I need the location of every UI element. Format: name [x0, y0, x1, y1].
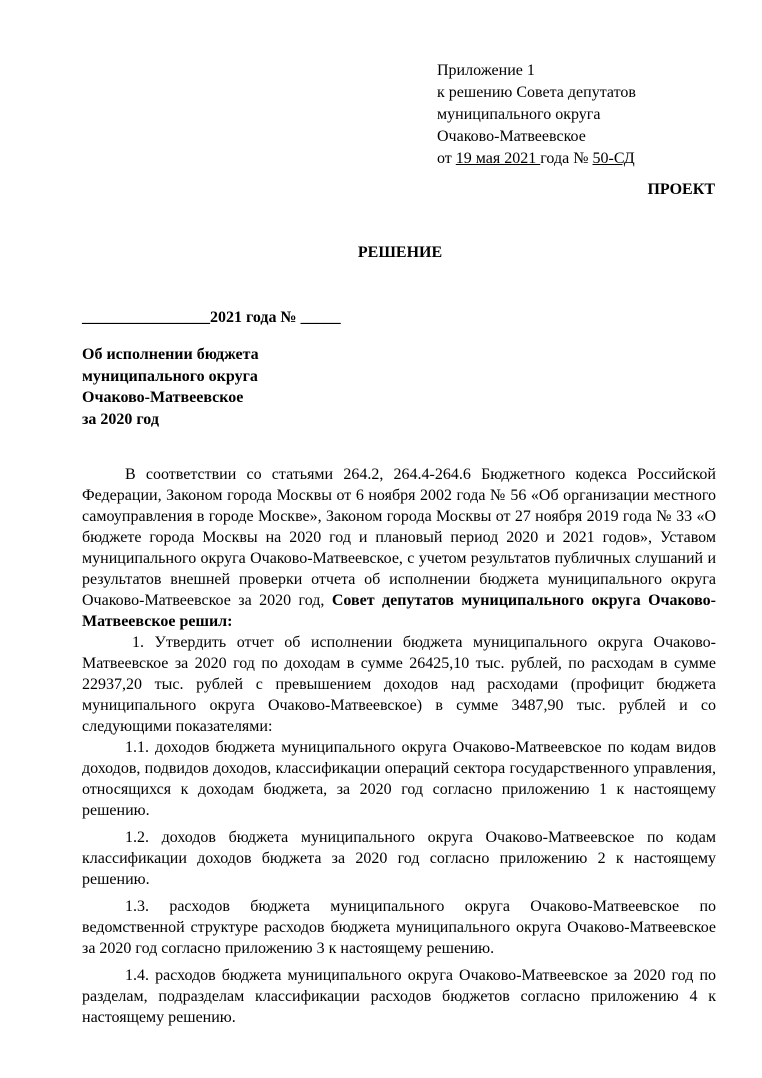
appendix-number: 50-СД — [592, 150, 635, 167]
item-1: 1. Утвердить отчет об исполнении бюджета муниципального округа Очаково-Матвеевское за 2020 год по доходам в сумме 26425,10 тыс. рублей, по расходам в сумме 22937,20 тыс. рублей с превышением доходов над расходами (профицит бюджета муниципального округа Очаково-Матвеевское) в сумме 3487,90 тыс. рублей и со следующими показателями: — [82, 634, 716, 735]
document-subject — [82, 344, 259, 430]
appendix-line: муниципального округа — [437, 106, 601, 123]
item-1-1: 1.1. доходов бюджета муниципального округа Очаково-Матвеевское по кодам видов доходов, подвидов доходов, классификации операций сектора государственного управления, относящихся к доходам бюджета, за 2020 год согласно приложению 1 к настоящему решению. — [82, 739, 716, 819]
appendix-line: Приложение 1 — [437, 62, 535, 79]
appendix-line: Очаково-Матвеевское — [437, 128, 586, 145]
status-label: ПРОЕКТ — [647, 181, 715, 198]
appendix-reference — [437, 60, 636, 170]
appendix-date: 19 мая 2021 — [455, 150, 541, 167]
intro-paragraph — [82, 464, 716, 632]
date-number-line: ________________2021 года № _____ — [82, 309, 341, 326]
appendix-date-mid: года № — [540, 150, 593, 167]
intro-resolution: Совет депутатов муниципального округа Очаково-Матвеевское решил: — [82, 592, 716, 630]
item-1-4: 1.4. расходов бюджета муниципального округа Очаково-Матвеевское за 2020 год по разделам, подразделам классификации расходов бюджетов согласно приложению 4 к настоящему решению. — [82, 967, 716, 1026]
subject-line: Об исполнении бюджета — [82, 346, 259, 363]
appendix-date-line — [437, 148, 636, 170]
item-1-3: 1.3. расходов бюджета муниципального округа Очаково-Матвеевское по ведомственной структуре расходов бюджета муниципального округа Очаково-Матвеевское за 2020 год согласно приложению 3 к настоящему решению. — [82, 898, 716, 957]
subject-line: за 2020 год — [82, 410, 159, 428]
subject-line: Очаково-Матвеевское — [82, 389, 244, 406]
appendix-date-prefix: от — [437, 150, 456, 167]
intro-text: В соответствии со статьями 264.2, 264.4-264.6 Бюджетного кодекса Российской Федерации, Законом города Москвы от 6 ноября 2002 года № 56 «Об организации местного самоуправления в городе Москве», Законом города Москвы от 27 ноября 2019 года № 33 «О бюджете города Москвы на 2020 год и плановый период 2020 и 2021 годов», Уставом муниципального округа Очаково-Матвеевское, с учетом результатов публичных слушаний и результатов внешней проверки отчета об исполнении бюджета муниципального округа Очаково-Матвеевское за 2020 год, — [82, 466, 716, 609]
document-title: РЕШЕНИЕ — [357, 244, 443, 261]
appendix-line: к решению Совета депутатов — [437, 84, 636, 101]
item-1-2: 1.2. доходов бюджета муниципального округа Очаково-Матвеевское по кодам классификации доходов бюджета за 2020 год согласно приложению 2 к настоящему решению. — [82, 829, 716, 888]
subject-line: муниципального округа — [82, 367, 258, 385]
document-body — [82, 464, 716, 1028]
